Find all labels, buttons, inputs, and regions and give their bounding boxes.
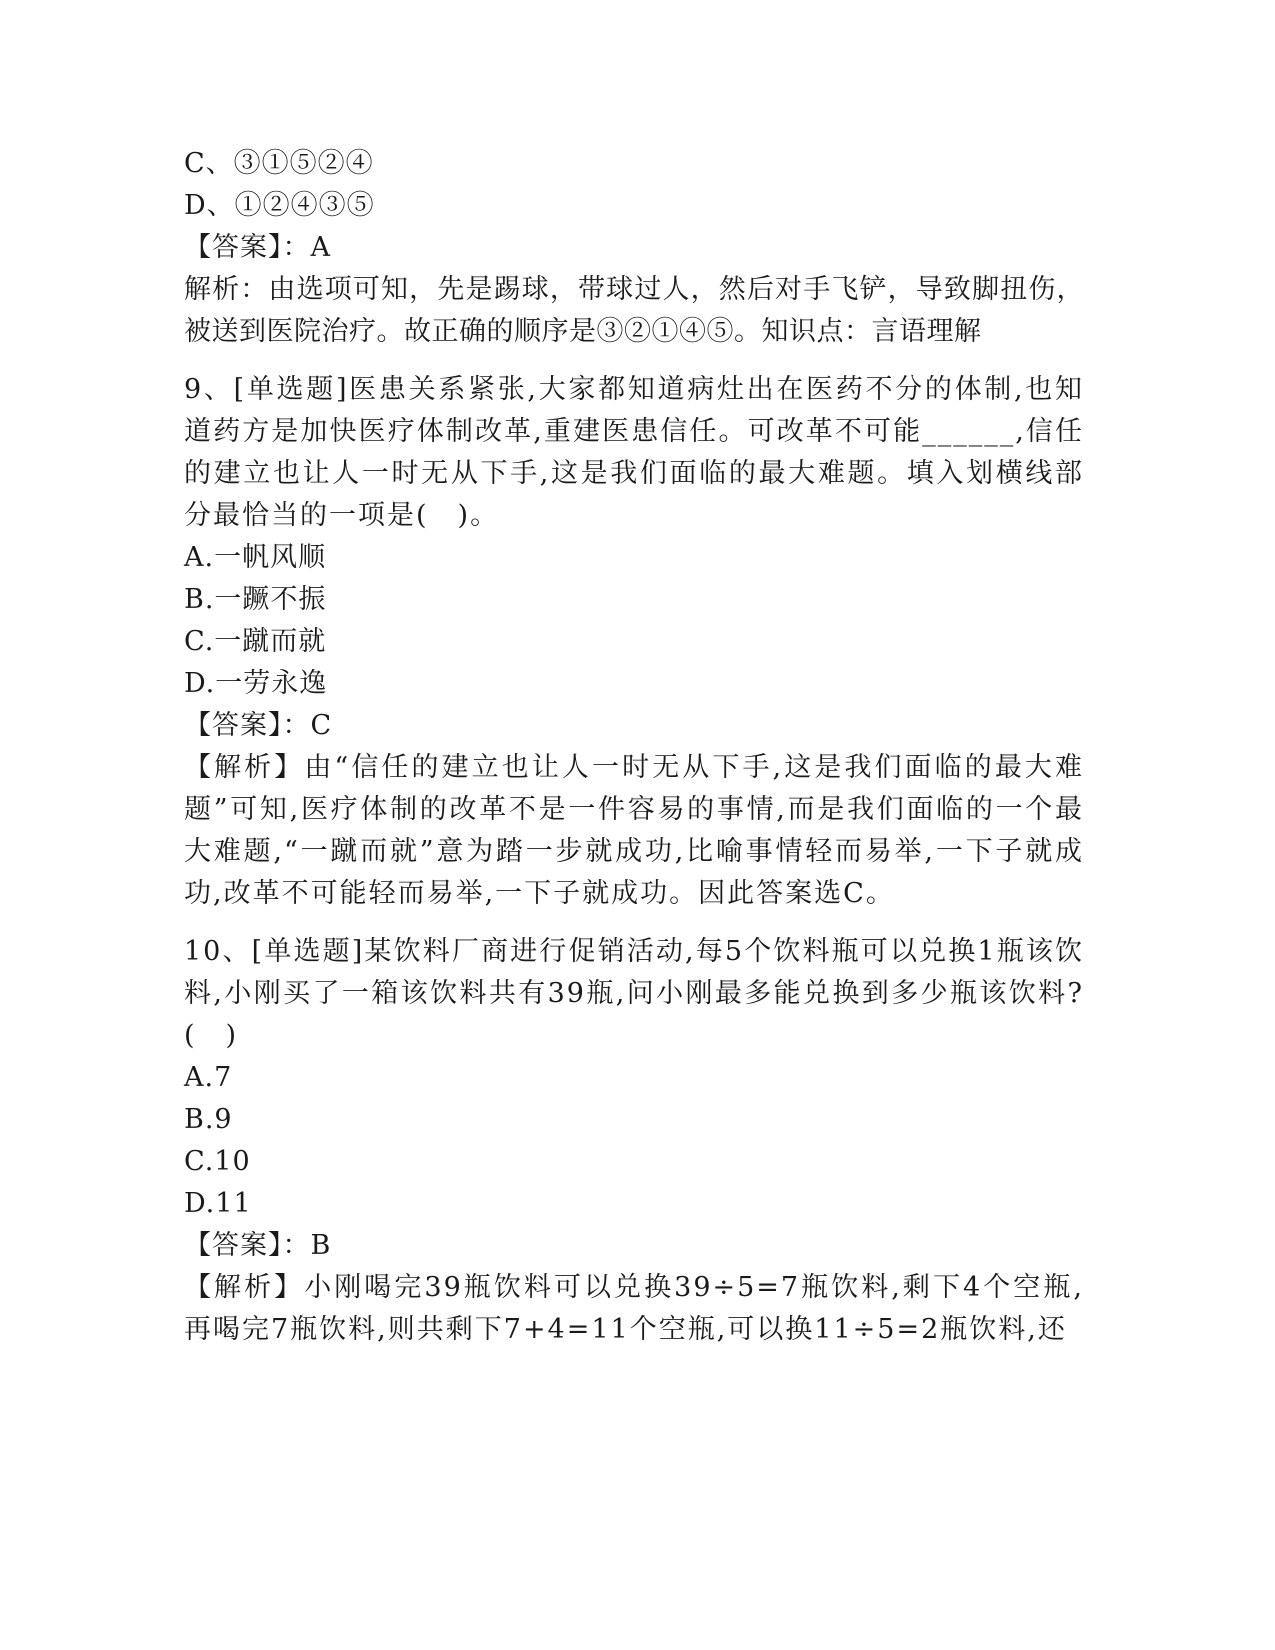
q10-option-a: A.7 (184, 1062, 233, 1093)
q10-answer: 【答案】：B (184, 1230, 332, 1261)
q8-analysis: 解析：由选项可知，先是踢球，带球过人，然后对手飞铲，导致脚扭伤，被送到医院治疗。故正确的顺序是③②①④⑤。知识点：言语理解 (184, 274, 1084, 347)
q9-option-d: D.一劳永逸 (184, 668, 328, 699)
q9-analysis: 【解析】由“信任的建立也让人一时无从下手,这是我们面临的最大难题”可知,医疗体制的改革不是一件容易的事情,而是我们面临的一个最大难题,“一蹴而就”意为踏一步就成功,比喻事情轻而易举,一下子就成功,改革不可能轻而易举,一下子就成功。因此答案选C。 (184, 752, 1084, 909)
q10-option-b: B.9 (184, 1104, 233, 1135)
q8-answer: 【答案】：A (184, 232, 331, 263)
q9-stem: 9、[单选题]医患关系紧张,大家都知道病灶出在医药不分的体制,也知道药方是加快医疗体制改革,重建医患信任。可改革不可能______,信任的建立也让人一时无从下手,这是我们面临的最大难题。填入划横线部分最恰当的一项是( )。 (184, 374, 1084, 531)
q10-stem: 10、[单选题]某饮料厂商进行促销活动,每5个饮料瓶可以兑换1瓶该饮料,小刚买了一箱该饮料共有39瓶,问小刚最多能兑换到多少瓶该饮料?( ) (184, 936, 1084, 1051)
q9-option-a: A.一帆风顺 (184, 542, 327, 573)
q10-option-c: C.10 (184, 1146, 251, 1177)
q9-option-b: B.一蹶不振 (184, 584, 327, 615)
q8-option-c: C、③①⑤②④ (184, 148, 374, 179)
q9-answer: 【答案】：C (184, 710, 333, 741)
q9-option-c: C.一蹴而就 (184, 626, 327, 657)
q10-analysis: 【解析】小刚喝完39瓶饮料可以兑换39÷5=7瓶饮料,剩下4个空瓶,再喝完7瓶饮料,则共剩下7+4=11个空瓶,可以换11÷5=2瓶饮料,还 (184, 1272, 1084, 1345)
q8-option-d: D、①②④③⑤ (184, 190, 375, 221)
q10-option-d: D.11 (184, 1188, 252, 1219)
document-page (184, 143, 1084, 1351)
